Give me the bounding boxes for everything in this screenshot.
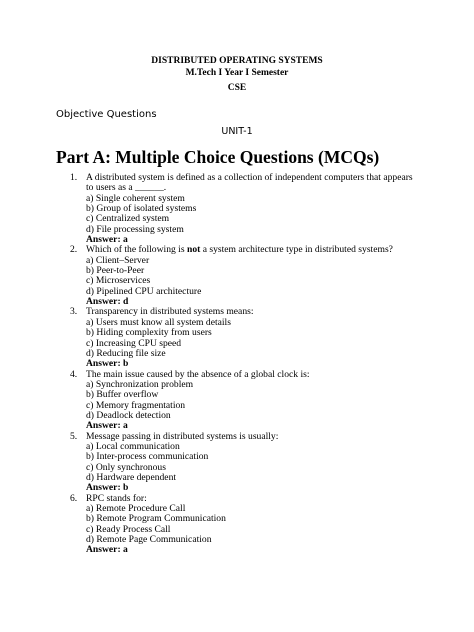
option-a: a) Users must know all system details: [86, 316, 231, 328]
answer-key: Answer: b: [86, 358, 129, 370]
option-b: b) Remote Program Communication: [86, 513, 226, 525]
section-label: Objective Questions: [56, 109, 157, 120]
option-c: c) Memory fragmentation: [86, 399, 186, 411]
option-d: d) Hardware dependent: [86, 471, 177, 483]
question-item: [70, 492, 436, 556]
course-title: DISTRIBUTED OPERATING SYSTEMS: [151, 56, 323, 66]
option-c: c) Centralized system: [86, 213, 170, 225]
question-number: 2.: [70, 244, 78, 256]
question-number: 3.: [70, 306, 78, 318]
unit-label: UNIT-1: [221, 126, 253, 137]
emphasis-word: not: [186, 244, 201, 256]
question-text: RPC stands for:: [86, 492, 147, 504]
option-a: a) Single coherent system: [86, 192, 185, 204]
question-number: 4.: [70, 368, 78, 380]
option-b: b) Buffer overflow: [86, 389, 159, 401]
question-text-end: a system architecture type in distributed systems?: [200, 244, 393, 256]
question-text: A distributed system is defined as a collection of independent computers that appears: [86, 172, 413, 183]
option-d: d) Deadlock detection: [86, 409, 171, 421]
option-c: c) Only synchronous: [86, 461, 166, 473]
option-b: b) Hiding complexity from users: [86, 327, 212, 339]
question-item: [70, 430, 436, 494]
answer-key: Answer: d: [86, 296, 129, 308]
option-a: a) Local communication: [86, 440, 180, 452]
question-number: 1.: [70, 172, 78, 183]
branch-label: CSE: [227, 83, 247, 93]
question-text: Message passing in distributed systems is usually:: [86, 430, 279, 442]
answer-key: Answer: a: [86, 234, 128, 246]
course-subtitle: M.Tech I Year I Semester: [185, 68, 289, 78]
question-text-continued: to users as a ______.: [86, 182, 167, 194]
question-text-start: Which of the following is: [86, 244, 187, 256]
question-text: The main issue caused by the absence of a global clock is:: [86, 368, 310, 380]
option-d: d) Pipelined CPU architecture: [86, 285, 202, 297]
option-c: c) Ready Process Call: [86, 523, 171, 535]
option-d: d) Remote Page Communication: [86, 534, 212, 546]
option-c: c) Increasing CPU speed: [86, 337, 182, 349]
answer-key: Answer: a: [86, 420, 128, 432]
question-text: Transparency in distributed systems means:: [86, 306, 254, 318]
question-item: [70, 306, 436, 370]
question-item: [70, 368, 436, 432]
option-d: d) File processing system: [86, 223, 184, 235]
answer-key: Answer: a: [86, 544, 128, 556]
option-a: a) Remote Procedure Call: [86, 503, 186, 514]
option-c: c) Microservices: [86, 275, 151, 287]
option-b: b) Inter-process communication: [86, 451, 209, 463]
part-title: Part A: Multiple Choice Questions (MCQs): [56, 147, 380, 167]
question-number: 5.: [70, 430, 78, 442]
option-b: b) Peer-to-Peer: [86, 265, 145, 277]
question-list: [70, 172, 436, 556]
option-d: d) Reducing file size: [86, 347, 166, 359]
option-b: b) Group of isolated systems: [86, 203, 197, 215]
option-a: a) Client–Server: [86, 254, 150, 266]
option-a: a) Synchronization problem: [86, 378, 194, 390]
question-item: [70, 244, 436, 308]
question-number: 6.: [70, 492, 78, 504]
answer-key: Answer: b: [86, 482, 129, 494]
question-item: [70, 172, 436, 246]
